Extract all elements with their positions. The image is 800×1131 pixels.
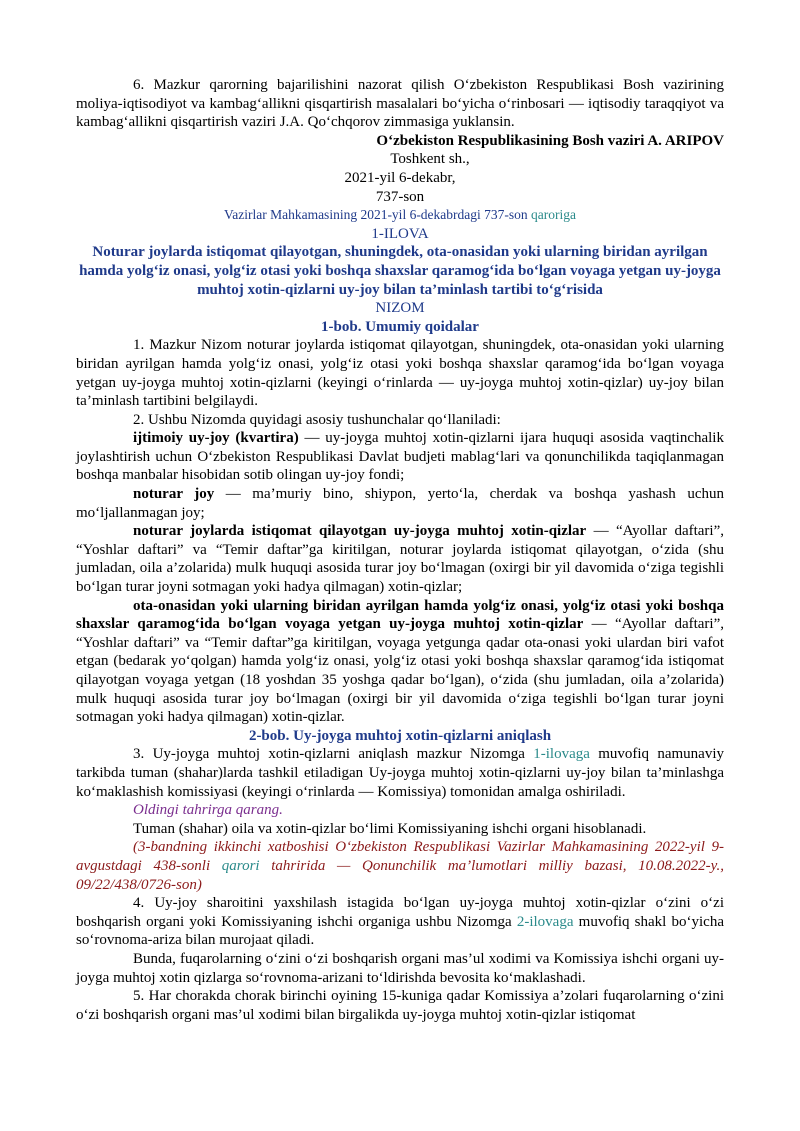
amendment-note-text-a: (3-bandning ikkinchi xatboshisi O‘zbekiston Respublikasi Vazirlar Mahkamasining 2022-yil 9-avgustdagi 438-sonli xyxy=(76,839,724,874)
annex-1-link[interactable]: 1-ilovaga xyxy=(533,746,590,763)
previous-edition-link[interactable]: Oldingi tahrirga qarang. xyxy=(133,802,283,819)
paragraph-3-second: Tuman (shahar) oila va xotin-qizlar bo‘limi Komissiyaning ishchi organi hisoblanadi. xyxy=(133,820,647,837)
definition-3-term: noturar joylarda istiqomat qilayotgan uy-joyga muhtoj xotin-qizlar xyxy=(133,523,587,540)
amendment-note-text-b: tahririda — Qonunchilik ma’lumotlari milliy bazasi, 10.08.2022-y., 09/22/438/0726-son) xyxy=(76,857,725,893)
annex-reference-text: Vazirlar Mahkamasining 2021-yil 6-dekabrdagi 737-son xyxy=(223,207,532,223)
document-page xyxy=(76,76,724,1024)
definition-1 xyxy=(76,429,724,485)
definition-3-text: — “Ayollar daftari”, “Yoshlar daftari” va “Temir daftar”ga kiritilgan, noturar joylarda istiqomat qilayotgan, o‘zida (shu jumladan, oila a’zolarida) mulk huquqi asosida turar joy bo‘lmagan (oxirgi bir yil davomida o‘ziga tegishli bo‘lgan turar joyni sotmagan yoki hadya qilmagan) xotin-qizlar; xyxy=(76,523,724,596)
place: Toshkent sh., xyxy=(390,151,470,168)
paragraph-2: 2. Ushbu Nizomda quyidagi asosiy tushunchalar qo‘llaniladi: xyxy=(133,411,501,428)
paragraph-4-text-b: muvofiq shakl bo‘yicha so‘rovnoma-ariza bilan murojaat qiladi. xyxy=(76,913,724,949)
annex-label: 1-ILOVA xyxy=(371,225,429,242)
date: 2021-yil 6-dekabr, xyxy=(344,169,456,186)
paragraph-1: 1. Mazkur Nizom noturar joylarda istiqomat qilayotgan, shuningdek, ota-onasidan yoki ularning biridan ayrilgan hamda yolg‘iz onasi, yolg‘iz otasi yoki boshqa shaxslar qaramog‘ida bo‘lgan voyaga yetgan uy-joyga muhtoj xotin-qizlarni (keyingi o‘rinlarda — uy-joyga muhtoj xotin-qizlar) uy-joy bilan ta’minlash tartibini belgilaydi. xyxy=(76,337,724,410)
paragraph-4-second: Bunda, fuqarolarning o‘zini o‘zi boshqarish organi mas’ul xodimi va Komissiya ishchi organi uy-joyga muhtoj xotin qizlarga so‘rovnoma-arizani to‘ldirishda bevosita ko‘maklashadi. xyxy=(76,950,724,986)
definition-2-text: — ma’muriy bino, shiypon, yerto‘la, cherdak va boshqa yashash uchun mo‘ljallanmagan joy; xyxy=(76,486,724,521)
paragraph-4 xyxy=(76,894,724,950)
signature: O‘zbekiston Respublikasining Bosh vaziri A. ARIPOV xyxy=(376,132,724,149)
definition-1-term: ijtimoiy uy-joy (kvartira) xyxy=(133,430,299,447)
annex-reference xyxy=(76,206,724,225)
nizom-heading: NIZOM xyxy=(375,300,425,317)
chapter-1-heading: 1-bob. Umumiy qoidalar xyxy=(321,318,479,335)
definition-1-text: — uy-joyga muhtoj xotin-qizlarni ijara huquqi asosida vaqtinchalik joylashtirish uchun O‘zbekiston Respublikasi Davlat budjeti mablag‘lari va qonunchilikda taqiqlanmagan boshqa manbalar hisobidan sotib olingan uy-joy fondi; xyxy=(76,430,724,484)
definition-4 xyxy=(76,597,724,727)
definition-2 xyxy=(76,485,724,522)
annex-reference-link[interactable]: qaroriga xyxy=(531,207,577,223)
paragraph-5: 5. Har chorakda chorak birinchi oyining 15-kuniga qadar Komissiya a’zolari fuqarolarning o‘zini o‘zi boshqarish organi mas’ul xodimi bilan birgalikda uy-joyga muhtoj xotin-qizlar istiqomat xyxy=(76,988,724,1023)
paragraph-4-text-a: 4. Uy-joy sharoitini yaxshilash istagida bo‘lgan uy-joyga muhtoj xotin-qizlar o‘zini o‘zi boshqarish organi yoki Komissiyaning ishchi organiga ushbu Nizomga xyxy=(76,895,724,930)
paragraph-3-text-b: muvofiq namunaviy tarkibda tuman (shahar)larda tashkil etiladigan Uy-joyga muhtoj xotin-qizlarni uy-joy bilan ta’minlashga ko‘maklashish komissiyasi (keyingi o‘rinlarda — Komissiya) tomonidan amalga oshiriladi. xyxy=(76,746,725,800)
definition-2-term: noturar joy xyxy=(133,486,215,503)
definition-3 xyxy=(76,522,724,596)
paragraph-3-text-a: 3. Uy-joyga muhtoj xotin-qizlarni aniqlash mazkur Nizomga xyxy=(133,746,534,763)
definition-4-text: — “Ayollar daftari”, “Yoshlar daftari” va “Temir daftar”ga kiritilgan, voyaga yetgunga qadar ota-onasi yoki ulardan biri vafot etgan (bedarak yo‘qolgan) hamda yolg‘iz onasi, yolg‘iz otasi yoki boshqa shaxslar qaramog‘ida istiqomat qilayotgan voyaga yetgan (18 yoshdan 35 yoshga qadar bo‘lgan), o‘zida (shu jumladan, oila a’zolarida) mulk huquqi asosida turar joy bo‘lmagan (oxirgi bir yil davomida o‘ziga tegishli bo‘lgan turar joyni sotmagan yoki hadya qilmagan) xotin-qizlar. xyxy=(76,616,724,726)
amendment-decision-link[interactable]: qarori xyxy=(221,857,260,874)
paragraph-3 xyxy=(76,745,724,801)
chapter-2-heading: 2-bob. Uy-joyga muhtoj xotin-qizlarni aniqlash xyxy=(248,727,552,744)
document-number: 737-son xyxy=(375,188,425,205)
amendment-note xyxy=(76,838,724,894)
previous-edition-line xyxy=(76,801,724,820)
paragraph-6: 6. Mazkur qarorning bajarilishini nazorat qilish O‘zbekiston Respublikasi Bosh vazirining moliya-iqtisodiyot va kambag‘allikni qisqartirish masalalari bo‘yicha o‘rinbosari — iqtisodiy taraqqiyot va kambag‘allikni qisqartirish vaziri J.A. Qo‘chqorov zimmasiga yuklansin. xyxy=(76,77,724,131)
definition-4-term: ota-onasidan yoki ularning biridan ayrilgan hamda yolg‘iz onasi, yolg‘iz otasi yoki boshqa shaxslar qaramog‘ida bo‘lgan voyaga yetgan uy-joyga muhtoj xotin-qizlar xyxy=(76,597,724,633)
annex-2-link[interactable]: 2-ilovaga xyxy=(516,913,574,930)
regulation-title: Noturar joylarda istiqomat qilayotgan, shuningdek, ota-onasidan yoki ularning biridan ayrilgan hamda yolg‘iz onasi, yolg‘iz otasi yoki boshqa shaxslar qaramog‘ida bo‘lgan voyaga yetgan uy-joyga muhtoj xotin-qizlarni uy-joy bilan ta’minlash tartibi to‘g‘risida xyxy=(79,244,721,298)
